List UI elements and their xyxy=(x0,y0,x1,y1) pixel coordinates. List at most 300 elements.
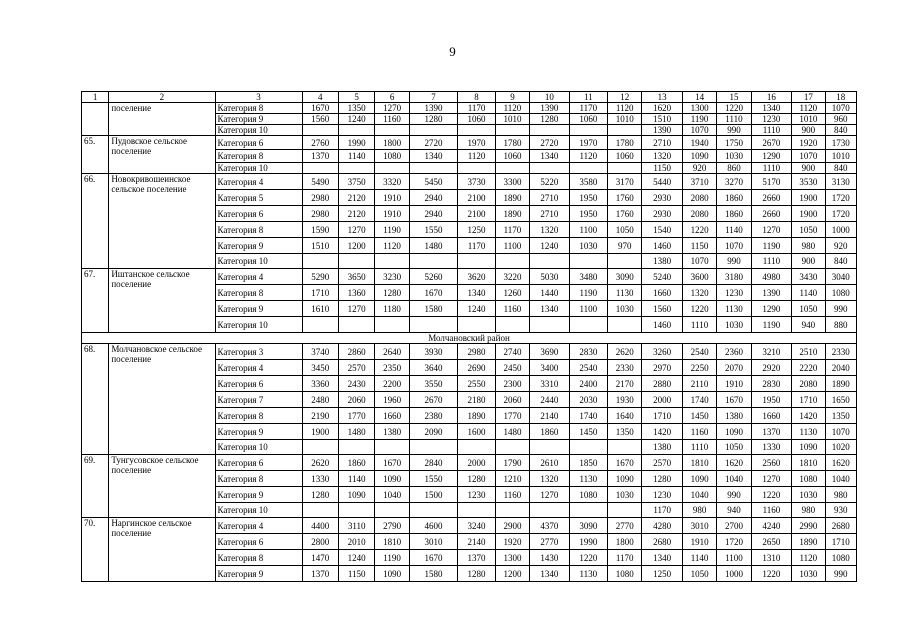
value-cell: 2670 xyxy=(751,136,791,150)
value-cell: 1720 xyxy=(717,534,751,550)
value-cell: 1040 xyxy=(825,471,856,487)
value-cell: 1660 xyxy=(375,408,409,424)
value-cell: 1220 xyxy=(751,566,791,582)
value-cell: 2190 xyxy=(302,408,338,424)
value-cell: 1310 xyxy=(751,550,791,566)
value-cell xyxy=(569,163,607,174)
value-cell: 1540 xyxy=(642,222,682,238)
column-header-4: 4 xyxy=(302,92,338,103)
value-cell: 1270 xyxy=(338,222,374,238)
value-cell: 1120 xyxy=(792,550,825,566)
value-cell: 1180 xyxy=(375,301,409,317)
value-cell: 1280 xyxy=(642,471,682,487)
value-cell: 1970 xyxy=(458,136,495,150)
value-cell: 2110 xyxy=(682,376,716,392)
value-cell: 5490 xyxy=(302,174,338,190)
value-cell: 1270 xyxy=(751,222,791,238)
value-cell xyxy=(409,317,458,333)
category-cell: Категория 6 xyxy=(215,455,302,471)
value-cell: 2480 xyxy=(302,392,338,408)
value-cell: 1890 xyxy=(792,534,825,550)
value-cell: 990 xyxy=(825,566,856,582)
value-cell: 1090 xyxy=(338,487,374,503)
value-cell: 1890 xyxy=(825,376,856,392)
category-cell: Категория 8 xyxy=(215,550,302,566)
column-header-8: 8 xyxy=(458,92,495,103)
value-cell: 1580 xyxy=(409,566,458,582)
category-cell: Категория 8 xyxy=(215,408,302,424)
value-cell xyxy=(338,254,374,269)
value-cell: 3110 xyxy=(338,518,374,534)
value-cell: 1550 xyxy=(409,222,458,238)
value-cell: 1890 xyxy=(495,206,529,222)
value-cell: 1190 xyxy=(569,285,607,301)
value-cell: 1440 xyxy=(530,285,569,301)
value-cell: 1720 xyxy=(825,206,856,222)
column-header-2: 2 xyxy=(109,92,215,103)
value-cell: 1050 xyxy=(792,301,825,317)
value-cell: 1100 xyxy=(495,238,529,254)
value-cell: 1470 xyxy=(302,550,338,566)
value-cell xyxy=(569,317,607,333)
value-cell: 1220 xyxy=(569,550,607,566)
row-number: 66. xyxy=(82,174,109,269)
settlement-name: Молчановское сельское поселение xyxy=(109,344,215,455)
value-cell xyxy=(530,317,569,333)
value-cell: 1800 xyxy=(375,136,409,150)
settlement-name: Тунгусовское сельское поселение xyxy=(109,455,215,518)
value-cell: 1670 xyxy=(302,103,338,114)
category-cell: Категория 9 xyxy=(215,238,302,254)
value-cell: 2440 xyxy=(530,392,569,408)
value-cell: 1130 xyxy=(569,566,607,582)
value-cell: 2140 xyxy=(458,534,495,550)
value-cell: 1380 xyxy=(642,254,682,269)
value-cell: 2120 xyxy=(338,206,374,222)
value-cell: 1240 xyxy=(530,238,569,254)
value-cell: 1620 xyxy=(642,103,682,114)
value-cell: 2170 xyxy=(608,376,642,392)
value-cell: 2450 xyxy=(495,360,529,376)
category-cell: Категория 3 xyxy=(215,344,302,360)
value-cell: 3400 xyxy=(530,360,569,376)
value-cell: 1280 xyxy=(458,566,495,582)
category-cell: Категория 10 xyxy=(215,254,302,269)
value-cell xyxy=(458,125,495,136)
value-cell: 840 xyxy=(825,163,856,174)
value-cell: 1390 xyxy=(530,103,569,114)
value-cell: 1090 xyxy=(682,150,716,163)
value-cell: 2970 xyxy=(642,360,682,376)
value-cell: 990 xyxy=(717,254,751,269)
value-cell: 2030 xyxy=(569,392,607,408)
header-row xyxy=(82,92,857,103)
value-cell: 1550 xyxy=(409,471,458,487)
value-cell xyxy=(569,125,607,136)
value-cell: 1850 xyxy=(569,455,607,471)
category-cell: Категория 10 xyxy=(215,125,302,136)
value-cell: 1420 xyxy=(642,424,682,440)
value-cell: 1220 xyxy=(717,103,751,114)
value-cell: 4980 xyxy=(751,269,791,285)
value-cell: 1130 xyxy=(608,285,642,301)
value-cell: 1950 xyxy=(751,392,791,408)
value-cell: 2140 xyxy=(530,408,569,424)
column-header-18: 18 xyxy=(825,92,856,103)
value-cell: 1480 xyxy=(495,424,529,440)
value-cell: 3310 xyxy=(530,376,569,392)
value-cell: 1740 xyxy=(682,392,716,408)
value-cell xyxy=(409,163,458,174)
value-cell: 1330 xyxy=(302,471,338,487)
value-cell: 1460 xyxy=(642,238,682,254)
value-cell: 1070 xyxy=(825,424,856,440)
value-cell: 2540 xyxy=(569,360,607,376)
value-cell: 2380 xyxy=(409,408,458,424)
value-cell: 1130 xyxy=(792,424,825,440)
value-cell: 2550 xyxy=(458,376,495,392)
category-cell: Категория 10 xyxy=(215,503,302,518)
value-cell: 1750 xyxy=(717,136,751,150)
settlement-name: Наргинское сельское поселение xyxy=(109,518,215,582)
table-row xyxy=(82,103,857,114)
value-cell: 2000 xyxy=(642,392,682,408)
value-cell: 2800 xyxy=(302,534,338,550)
value-cell: 3640 xyxy=(409,360,458,376)
value-cell: 1050 xyxy=(792,222,825,238)
value-cell: 1810 xyxy=(682,455,716,471)
value-cell: 1380 xyxy=(375,424,409,440)
value-cell: 1130 xyxy=(717,301,751,317)
value-cell: 1320 xyxy=(530,222,569,238)
value-cell: 1810 xyxy=(375,534,409,550)
value-cell: 1660 xyxy=(642,285,682,301)
value-cell: 3180 xyxy=(717,269,751,285)
category-cell: Категория 10 xyxy=(215,440,302,455)
value-cell: 2120 xyxy=(338,190,374,206)
value-cell xyxy=(338,317,374,333)
value-cell: 3600 xyxy=(682,269,716,285)
value-cell: 1290 xyxy=(751,301,791,317)
value-cell: 1150 xyxy=(338,566,374,582)
value-cell: 1320 xyxy=(682,285,716,301)
value-cell: 1300 xyxy=(682,103,716,114)
value-cell: 1250 xyxy=(642,566,682,582)
table-row xyxy=(82,136,857,150)
value-cell: 2740 xyxy=(495,344,529,360)
value-cell: 970 xyxy=(608,238,642,254)
value-cell: 1170 xyxy=(569,103,607,114)
value-cell: 2200 xyxy=(375,376,409,392)
value-cell: 1450 xyxy=(569,424,607,440)
settlement-name: Новокривошеинское сельское поселение xyxy=(109,174,215,269)
value-cell: 1380 xyxy=(642,440,682,455)
value-cell: 3480 xyxy=(569,269,607,285)
value-cell: 2790 xyxy=(375,518,409,534)
value-cell: 1860 xyxy=(717,190,751,206)
value-cell: 1050 xyxy=(608,222,642,238)
value-cell: 2680 xyxy=(825,518,856,534)
settlement-name: Пудовское сельское поселение xyxy=(109,136,215,174)
value-cell xyxy=(495,317,529,333)
value-cell: 2670 xyxy=(409,392,458,408)
value-cell: 1100 xyxy=(569,301,607,317)
value-cell: 1000 xyxy=(825,222,856,238)
value-cell: 1350 xyxy=(338,103,374,114)
column-header-10: 10 xyxy=(530,92,569,103)
value-cell: 1480 xyxy=(409,238,458,254)
value-cell: 2900 xyxy=(495,518,529,534)
value-cell: 1860 xyxy=(717,206,751,222)
value-cell xyxy=(375,440,409,455)
value-cell: 1560 xyxy=(642,301,682,317)
value-cell: 1190 xyxy=(375,550,409,566)
value-cell: 1510 xyxy=(642,114,682,125)
value-cell: 1160 xyxy=(495,301,529,317)
value-cell: 1260 xyxy=(495,285,529,301)
value-cell: 2840 xyxy=(409,455,458,471)
category-cell: Категория 5 xyxy=(215,190,302,206)
value-cell: 1050 xyxy=(717,440,751,455)
value-cell: 1610 xyxy=(302,301,338,317)
value-cell: 1110 xyxy=(751,254,791,269)
value-cell: 5260 xyxy=(409,269,458,285)
category-cell: Категория 4 xyxy=(215,174,302,190)
column-header-17: 17 xyxy=(792,92,825,103)
page-number: 9 xyxy=(449,44,456,59)
value-cell xyxy=(375,503,409,518)
value-cell xyxy=(530,440,569,455)
value-cell: 3530 xyxy=(792,174,825,190)
value-cell: 1890 xyxy=(495,190,529,206)
value-cell: 1220 xyxy=(751,487,791,503)
value-cell: 5220 xyxy=(530,174,569,190)
value-cell: 1040 xyxy=(717,471,751,487)
value-cell: 3740 xyxy=(302,344,338,360)
value-cell xyxy=(608,163,642,174)
value-cell: 1910 xyxy=(682,534,716,550)
district-row xyxy=(82,333,857,344)
value-cell: 1200 xyxy=(495,566,529,582)
value-cell: 2180 xyxy=(458,392,495,408)
column-header-9: 9 xyxy=(495,92,529,103)
value-cell: 2830 xyxy=(751,376,791,392)
column-header-3: 3 xyxy=(215,92,302,103)
value-cell: 1110 xyxy=(751,125,791,136)
value-cell: 1080 xyxy=(792,471,825,487)
value-cell: 1230 xyxy=(458,487,495,503)
value-cell: 2040 xyxy=(825,360,856,376)
value-cell: 1090 xyxy=(375,566,409,582)
value-cell xyxy=(338,440,374,455)
value-cell: 1350 xyxy=(608,424,642,440)
value-cell: 1380 xyxy=(717,408,751,424)
value-cell: 1220 xyxy=(682,222,716,238)
value-cell: 1390 xyxy=(751,285,791,301)
value-cell: 1230 xyxy=(751,114,791,125)
value-cell xyxy=(302,125,338,136)
value-cell: 1340 xyxy=(409,150,458,163)
value-cell: 1070 xyxy=(682,125,716,136)
value-cell: 1910 xyxy=(375,190,409,206)
value-cell: 1370 xyxy=(302,150,338,163)
value-cell: 2250 xyxy=(682,360,716,376)
value-cell: 1110 xyxy=(682,317,716,333)
row-number: 69. xyxy=(82,455,109,518)
column-header-12: 12 xyxy=(608,92,642,103)
value-cell: 1970 xyxy=(569,136,607,150)
value-cell: 1090 xyxy=(717,424,751,440)
value-cell: 2570 xyxy=(642,455,682,471)
value-cell xyxy=(375,163,409,174)
value-cell: 2660 xyxy=(751,206,791,222)
value-cell: 1990 xyxy=(338,136,374,150)
value-cell: 1320 xyxy=(530,471,569,487)
value-cell xyxy=(375,125,409,136)
column-header-15: 15 xyxy=(717,92,751,103)
value-cell: 1130 xyxy=(569,471,607,487)
value-cell: 900 xyxy=(792,163,825,174)
value-cell: 2510 xyxy=(792,344,825,360)
value-cell: 2660 xyxy=(751,190,791,206)
value-cell: 2400 xyxy=(569,376,607,392)
value-cell: 3450 xyxy=(302,360,338,376)
value-cell: 4280 xyxy=(642,518,682,534)
value-cell: 1360 xyxy=(338,285,374,301)
value-cell: 1710 xyxy=(825,534,856,550)
value-cell: 2940 xyxy=(409,190,458,206)
value-cell: 1600 xyxy=(458,424,495,440)
value-cell: 1910 xyxy=(375,206,409,222)
value-cell: 3260 xyxy=(642,344,682,360)
category-cell: Категория 6 xyxy=(215,376,302,392)
value-cell: 1590 xyxy=(302,222,338,238)
value-cell: 1170 xyxy=(458,238,495,254)
value-cell: 3690 xyxy=(530,344,569,360)
value-cell: 1620 xyxy=(825,455,856,471)
value-cell: 1110 xyxy=(717,114,751,125)
value-cell: 1270 xyxy=(530,487,569,503)
value-cell: 1050 xyxy=(682,566,716,582)
value-cell: 3620 xyxy=(458,269,495,285)
value-cell xyxy=(530,254,569,269)
value-cell: 1030 xyxy=(717,317,751,333)
value-cell: 1160 xyxy=(375,114,409,125)
value-cell: 1760 xyxy=(608,206,642,222)
value-cell: 1770 xyxy=(338,408,374,424)
value-cell: 1220 xyxy=(682,301,716,317)
table-row xyxy=(82,174,857,190)
value-cell: 1140 xyxy=(682,550,716,566)
value-cell: 1810 xyxy=(792,455,825,471)
value-cell xyxy=(409,254,458,269)
column-header-7: 7 xyxy=(409,92,458,103)
value-cell: 2220 xyxy=(792,360,825,376)
value-cell: 980 xyxy=(792,503,825,518)
value-cell: 990 xyxy=(825,301,856,317)
table-row xyxy=(82,455,857,471)
category-cell: Категория 8 xyxy=(215,103,302,114)
value-cell: 2330 xyxy=(825,344,856,360)
value-cell: 1080 xyxy=(608,566,642,582)
value-cell: 1140 xyxy=(338,150,374,163)
row-number: 68. xyxy=(82,344,109,455)
value-cell: 2930 xyxy=(642,206,682,222)
value-cell: 2070 xyxy=(717,360,751,376)
value-cell: 2620 xyxy=(608,344,642,360)
value-cell: 990 xyxy=(717,487,751,503)
value-cell: 5450 xyxy=(409,174,458,190)
category-cell: Категория 9 xyxy=(215,301,302,317)
value-cell: 2570 xyxy=(338,360,374,376)
value-cell: 900 xyxy=(792,254,825,269)
value-cell xyxy=(302,254,338,269)
value-cell: 2330 xyxy=(608,360,642,376)
value-cell xyxy=(495,503,529,518)
value-cell: 1800 xyxy=(608,534,642,550)
value-cell: 3090 xyxy=(569,518,607,534)
value-cell xyxy=(495,163,529,174)
value-cell: 2990 xyxy=(792,518,825,534)
value-cell: 1320 xyxy=(642,150,682,163)
value-cell: 1070 xyxy=(717,238,751,254)
value-cell: 2100 xyxy=(458,206,495,222)
row-number: 67. xyxy=(82,269,109,333)
value-cell: 2980 xyxy=(458,344,495,360)
column-header-13: 13 xyxy=(642,92,682,103)
value-cell: 2710 xyxy=(530,206,569,222)
value-cell: 1140 xyxy=(338,471,374,487)
value-cell: 1620 xyxy=(717,455,751,471)
value-cell: 1480 xyxy=(338,424,374,440)
value-cell: 1240 xyxy=(338,114,374,125)
value-cell: 1150 xyxy=(642,163,682,174)
value-cell: 1030 xyxy=(608,487,642,503)
value-cell: 1110 xyxy=(751,163,791,174)
value-cell: 1710 xyxy=(642,408,682,424)
value-cell: 2690 xyxy=(458,360,495,376)
tariff-table xyxy=(81,91,857,582)
value-cell: 2930 xyxy=(642,190,682,206)
value-cell: 1120 xyxy=(608,103,642,114)
category-cell: Категория 4 xyxy=(215,518,302,534)
value-cell: 1210 xyxy=(495,471,529,487)
value-cell: 960 xyxy=(825,114,856,125)
value-cell: 3040 xyxy=(825,269,856,285)
value-cell: 1120 xyxy=(375,238,409,254)
value-cell: 1230 xyxy=(642,487,682,503)
value-cell xyxy=(608,440,642,455)
value-cell: 1120 xyxy=(792,103,825,114)
value-cell: 1460 xyxy=(642,317,682,333)
value-cell: 3010 xyxy=(682,518,716,534)
value-cell: 2720 xyxy=(409,136,458,150)
value-cell: 1090 xyxy=(375,471,409,487)
value-cell: 2860 xyxy=(338,344,374,360)
category-cell: Категория 4 xyxy=(215,360,302,376)
value-cell xyxy=(302,163,338,174)
value-cell: 1120 xyxy=(458,150,495,163)
value-cell: 2090 xyxy=(409,424,458,440)
value-cell: 1920 xyxy=(792,136,825,150)
value-cell: 1190 xyxy=(682,114,716,125)
value-cell: 1030 xyxy=(569,238,607,254)
value-cell xyxy=(409,125,458,136)
value-cell: 2610 xyxy=(530,455,569,471)
value-cell: 1170 xyxy=(608,550,642,566)
value-cell: 2920 xyxy=(751,360,791,376)
value-cell: 1140 xyxy=(717,222,751,238)
